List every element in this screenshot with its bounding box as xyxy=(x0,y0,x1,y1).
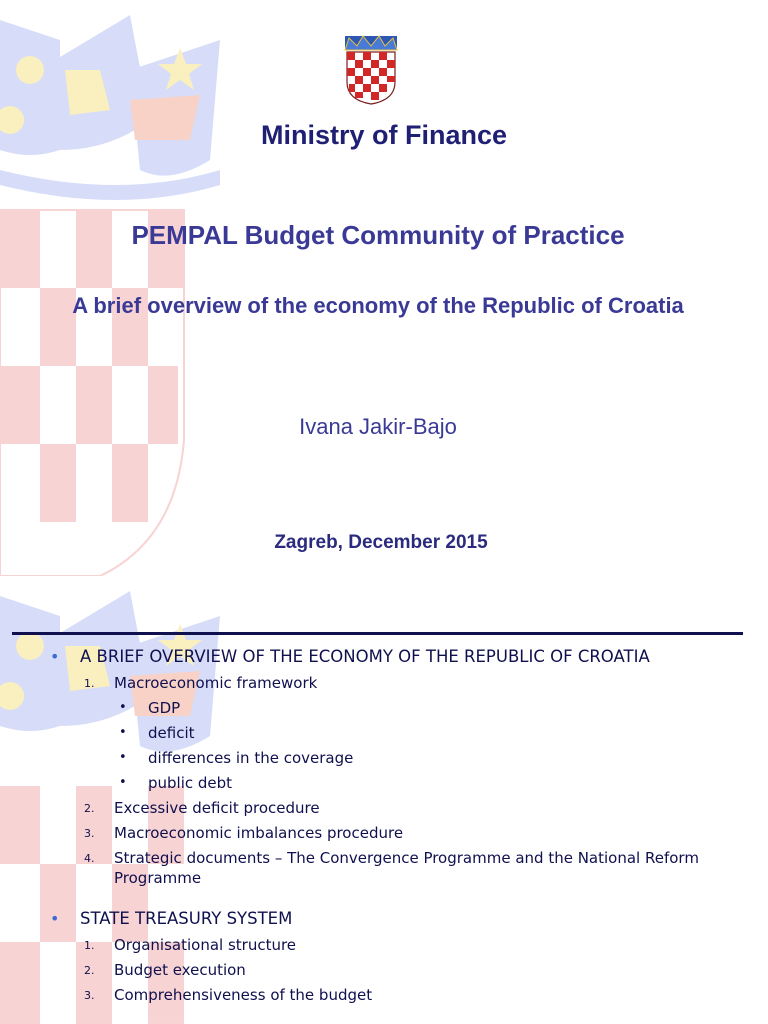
item-label: Excessive deficit procedure xyxy=(114,799,320,817)
slide-title: PEMPAL Budget Community of Practice xyxy=(131,220,625,250)
bullet-icon: • xyxy=(119,700,127,715)
item-label: Strategic documents – The Convergence Programme and the National Reform Programme xyxy=(114,849,699,887)
bullet-icon: • xyxy=(50,647,60,666)
ministry-name: Ministry of Finance xyxy=(260,120,508,150)
list-item xyxy=(84,848,724,888)
author-name: Ivana Jakir-Bajo xyxy=(299,414,457,439)
slide-subtitle: A brief overview of the economy of the Republic of Croatia xyxy=(72,293,684,318)
item-label: Comprehensiveness of the budget xyxy=(114,986,373,1004)
item-number: 1. xyxy=(84,939,95,952)
place-and-date: Zagreb, December 2015 xyxy=(274,532,488,553)
item-number: 3. xyxy=(84,989,95,1002)
sub-item-label: differences in the coverage xyxy=(148,749,354,767)
list-item xyxy=(84,823,724,843)
list-item xyxy=(84,985,724,1005)
item-number: 2. xyxy=(84,802,95,815)
contents-slide xyxy=(0,576,768,1024)
sub-item-label: deficit xyxy=(148,724,195,742)
sub-list-item xyxy=(119,698,768,718)
section-heading xyxy=(50,646,730,668)
item-number: 1. xyxy=(84,677,95,690)
bullet-icon: • xyxy=(50,909,60,928)
item-number: 2. xyxy=(84,964,95,977)
header-divider xyxy=(12,632,743,635)
bullet-icon: • xyxy=(119,750,127,765)
item-label: Macroeconomic framework xyxy=(114,674,318,692)
bullet-icon: • xyxy=(119,725,127,740)
crown-shields xyxy=(0,15,220,200)
section-title: STATE TREASURY SYSTEM xyxy=(80,909,293,928)
section-heading xyxy=(50,908,730,930)
bullet-icon: • xyxy=(119,775,127,790)
section-title: A BRIEF OVERVIEW OF THE ECONOMY OF THE REPUBLIC OF CROATIA xyxy=(80,647,650,666)
checkerboard-shield xyxy=(0,210,184,576)
item-label: Organisational structure xyxy=(114,936,297,954)
sub-list-item xyxy=(119,723,768,743)
sub-item-label: public debt xyxy=(148,774,233,792)
contents-list xyxy=(0,646,768,1005)
sub-list-item xyxy=(119,748,768,768)
item-label: Budget execution xyxy=(114,961,246,979)
list-item xyxy=(84,673,724,693)
item-number: 3. xyxy=(84,827,95,840)
list-item xyxy=(84,935,724,955)
item-number: 4. xyxy=(84,852,95,865)
croatian-coat-of-arms-icon xyxy=(343,34,399,106)
sub-item-label: GDP xyxy=(148,699,181,717)
item-label: Macroeconomic imbalances procedure xyxy=(114,824,404,842)
list-item xyxy=(84,798,724,818)
sub-list-item xyxy=(119,773,768,793)
list-item xyxy=(84,960,724,980)
